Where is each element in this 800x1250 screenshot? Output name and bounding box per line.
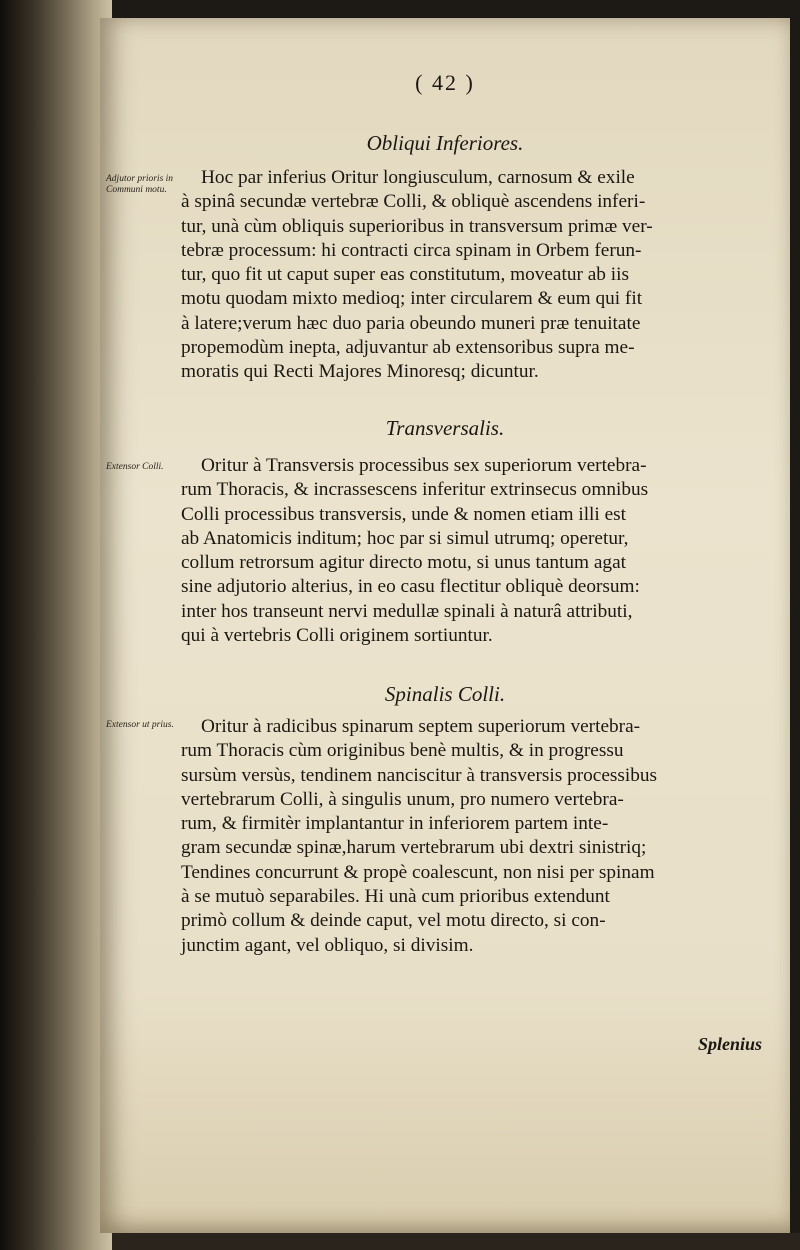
margin-note-extensor-ut-prius: Extensor ut prius.: [106, 720, 174, 730]
section-heading-transversalis: Transversalis.: [385, 416, 505, 440]
text-line: sursùm versùs, tendinem nanciscitur à transversis processibus: [181, 764, 658, 786]
text-line: moratis qui Recti Majores Minoresq; dicuntur.: [181, 361, 539, 383]
text-line: vertebrarum Colli, à singulis unum, pro numero vertebra-: [181, 788, 624, 810]
text-line: rum Thoracis, & incrassescens inferitur extrinsecus omnibus: [181, 479, 649, 501]
text-line: tur, unà cùm obliquis superioribus in transversum primæ ver-: [181, 215, 653, 237]
text-line: Colli processibus transversis, unde & nomen etiam illi est: [181, 503, 627, 525]
margin-note-extensor-colli: Extensor Colli.: [106, 462, 164, 472]
text-line: rum Thoracis cùm originibus benè multis, & in progressu: [181, 740, 624, 762]
text-line: à latere;verum hæc duo paria obeundo muneri præ tenuitate: [181, 312, 641, 334]
paragraph-spinalis-colli: [181, 715, 781, 958]
section-heading-obliqui-inferiores: Obliqui Inferiores.: [366, 131, 524, 155]
text-line: junctim agant, vel obliquo, si divisim.: [181, 934, 474, 956]
text-line: gram secundæ spinæ,harum vertebrarum ubi dextri sinistriq;: [181, 837, 647, 859]
text-line: à spinâ secundæ vertebræ Colli, & obliquè ascendens inferi-: [181, 191, 646, 213]
catchword: Splenius: [697, 1034, 762, 1054]
paragraph-transversalis: [181, 454, 781, 648]
book-gutter: [0, 0, 112, 1250]
text-line: rum, & firmitèr implantantur in inferiorem partem inte-: [181, 813, 609, 835]
margin-note-adjutor: Adjutor prioris in Communi motu.: [106, 174, 174, 195]
text-line: à se mutuò separabiles. Hi unà cum prioribus extendunt: [181, 886, 610, 908]
text-line: tur, quo fit ut caput super eas constitutum, moveatur ab iis: [181, 264, 629, 286]
page-number: ( 42 ): [415, 70, 475, 95]
section-heading-spinalis-colli: Spinalis Colli.: [384, 682, 506, 706]
text-line: qui à vertebris Colli originem sortiuntur.: [181, 625, 493, 647]
text-line: Oritur à Transversis processibus sex superiorum vertebra-: [201, 455, 647, 476]
text-line: inter hos transeunt nervi medullæ spinali à naturâ attributi,: [181, 600, 633, 622]
paragraph-obliqui-inferiores: [181, 166, 781, 385]
text-line: sine adjutorio alterius, in eo casu flectitur obliquè deorsum:: [181, 576, 640, 598]
text-line: Tendines concurrunt & propè coalescunt, non nisi per spinam: [181, 861, 655, 883]
text-line: collum retrorsum agitur directo motu, si unus tantum agat: [181, 552, 626, 574]
text-line: Hoc par inferius Oritur longiusculum, carnosum & exile: [201, 167, 635, 188]
text-line: motu quodam mixto medioq; inter circularem & eum qui fit: [181, 288, 643, 310]
text-line: ab Anatomicis inditum; hoc par si simul utrumq; operetur,: [181, 527, 629, 549]
text-line: tebræ processum: hi contracti circa spinam in Orbem ferun-: [181, 239, 642, 261]
page-bottom-edge: [112, 1233, 800, 1250]
text-line: propemodùm inepta, adjuvantur ab extensoribus supra me-: [181, 337, 635, 359]
text-line: primò collum & deinde caput, vel motu directo, si con-: [181, 910, 606, 932]
book-page: [100, 18, 790, 1233]
page-content: [100, 18, 790, 1233]
text-line: Oritur à radicibus spinarum septem superiorum vertebra-: [201, 716, 641, 737]
